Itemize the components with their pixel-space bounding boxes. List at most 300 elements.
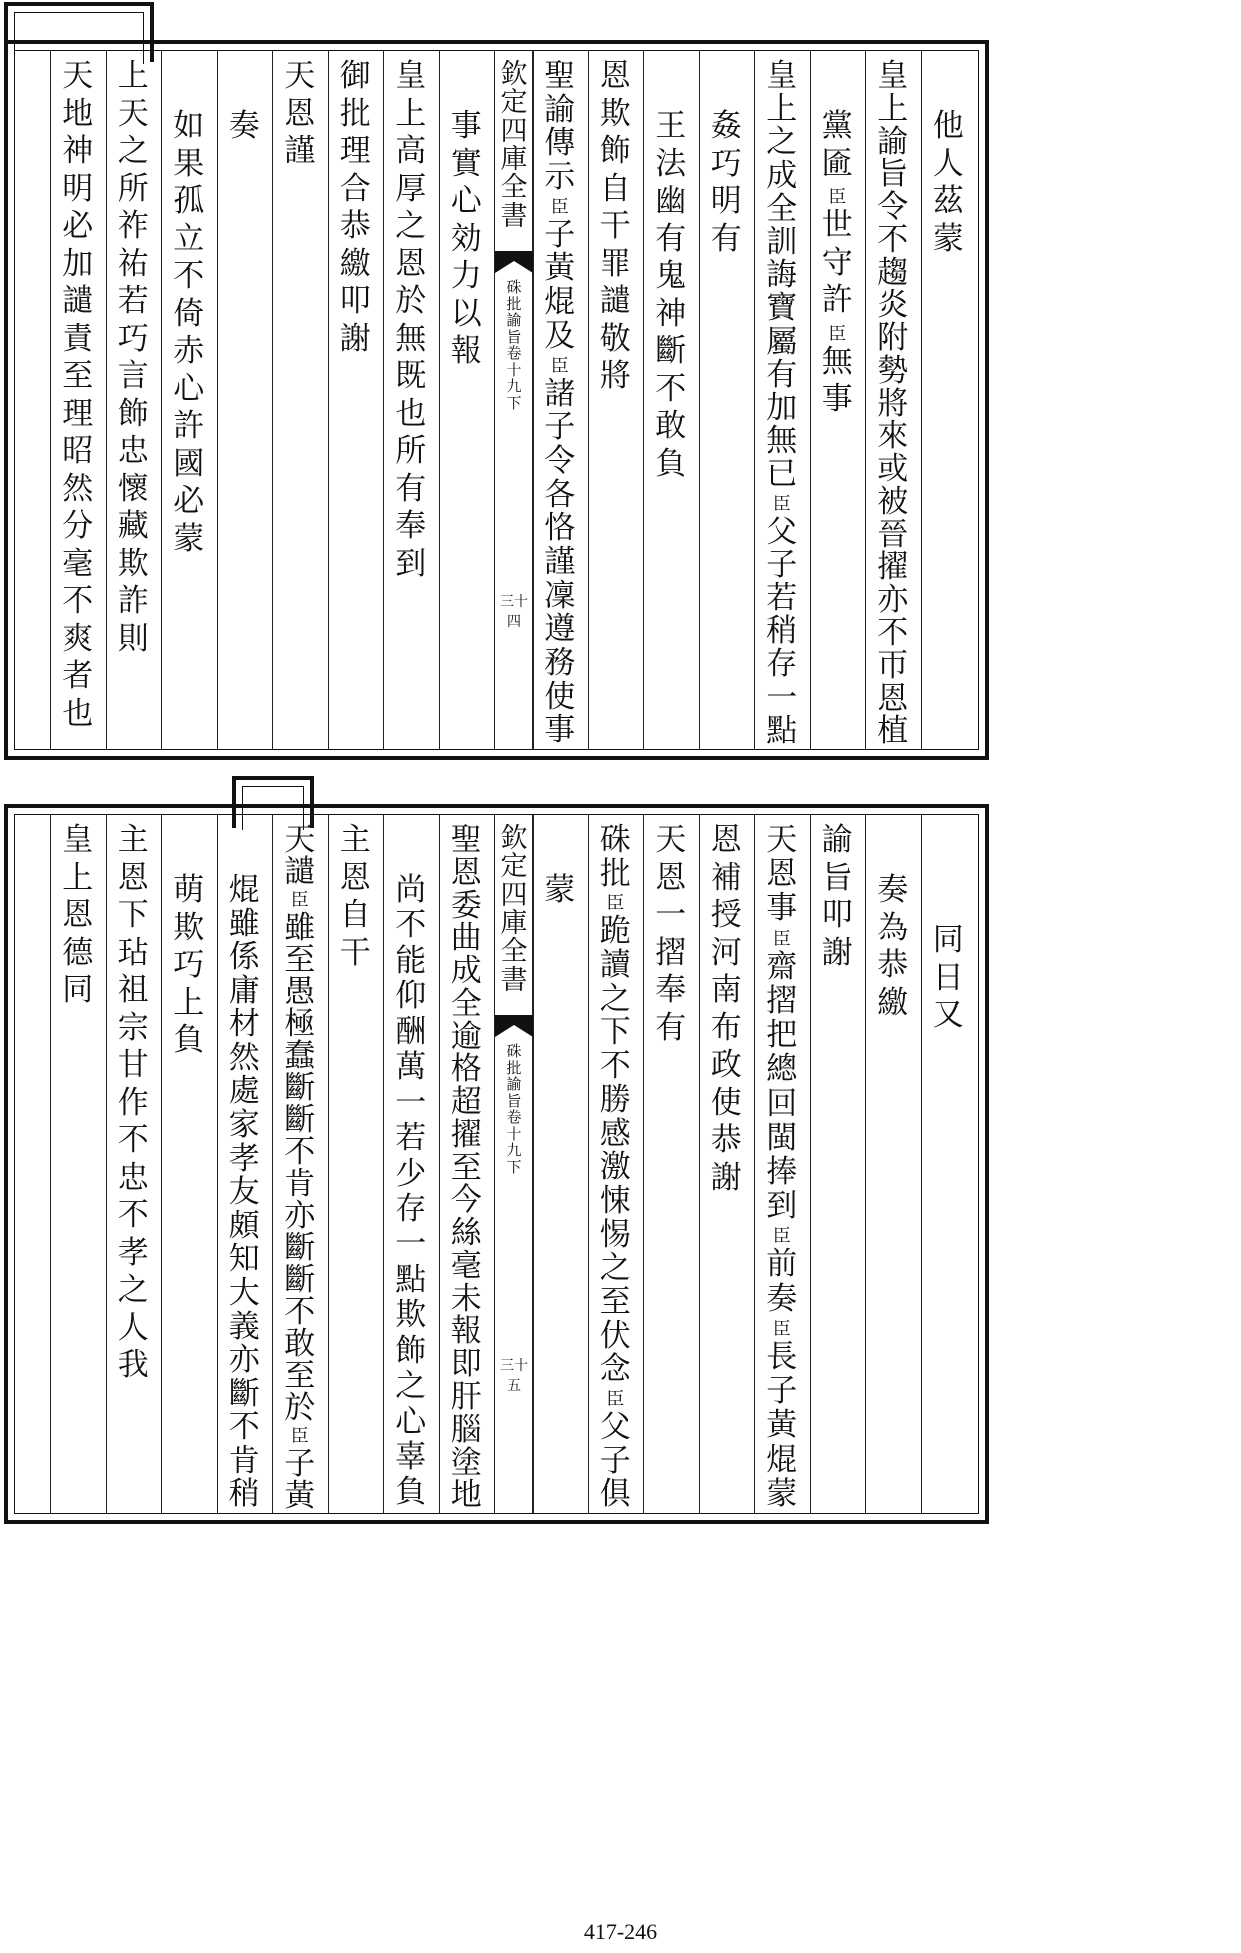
glyph: 蒙	[932, 220, 964, 257]
glyph: 許	[173, 408, 205, 444]
section-label: 硃 批 諭 旨 卷 十 九 下	[506, 1042, 522, 1176]
glyph: 不	[877, 615, 909, 652]
glyph: 毫	[450, 1247, 482, 1284]
glyph: 一	[655, 897, 687, 933]
glyph: 尚	[395, 872, 427, 908]
glyph: 干	[599, 208, 631, 244]
glyph: 不	[284, 1294, 316, 1330]
glyph: 若	[395, 1120, 427, 1157]
glyph: 巧	[173, 947, 205, 983]
column-rule	[272, 51, 273, 749]
text-column	[754, 51, 810, 749]
glyph: 奉	[655, 972, 687, 1008]
glyph: 跪	[599, 913, 631, 950]
glyph: 飾	[599, 133, 631, 169]
glyph: 人	[932, 145, 964, 182]
glyph: 以	[450, 295, 482, 332]
glyph: 格	[450, 1051, 482, 1088]
glyph: 奉	[395, 508, 427, 544]
glyph: 不	[877, 221, 909, 258]
glyph: 友	[228, 1174, 260, 1211]
glyph: 來	[877, 418, 909, 455]
glyph: 所	[117, 170, 149, 207]
glyph: 謹	[544, 543, 576, 580]
glyph: 不	[117, 1197, 149, 1233]
glyph: 逾	[450, 1018, 482, 1055]
glyph: 言	[117, 358, 149, 394]
bottom-panel-frame	[4, 804, 989, 1524]
glyph: 仰	[395, 978, 427, 1015]
glyph: 鬼	[655, 258, 687, 294]
glyph: 不	[395, 907, 427, 944]
glyph: 擢	[450, 1116, 482, 1153]
small-char-chen: 臣	[606, 893, 625, 915]
glyph: 也	[395, 395, 427, 432]
glyph: 自	[339, 897, 371, 933]
glyph: 至	[62, 358, 94, 394]
glyph: 心	[395, 1403, 427, 1440]
small-char-chen: 臣	[290, 1426, 309, 1447]
glyph: 無	[821, 343, 853, 380]
glyph: 愚	[284, 974, 316, 1010]
glyph: 點	[395, 1261, 427, 1298]
glyph: 効	[450, 220, 482, 257]
glyph: 懷	[117, 470, 149, 507]
text-column	[161, 815, 217, 1513]
glyph: 蠢	[284, 1038, 316, 1074]
glyph: 恩	[710, 822, 742, 858]
glyph: 未	[450, 1280, 482, 1317]
glyph: 高	[395, 133, 427, 169]
glyph: 即	[450, 1346, 482, 1383]
glyph: 政	[710, 1047, 742, 1083]
glyph: 人	[117, 1309, 149, 1346]
glyph: 所	[395, 433, 427, 469]
glyph: 下	[599, 1014, 631, 1051]
glyph: 欺	[599, 95, 631, 132]
glyph: 姦	[710, 108, 742, 144]
glyph: 必	[173, 483, 205, 519]
glyph: 飾	[395, 1332, 427, 1369]
glyph: 黨	[821, 108, 853, 144]
glyph: 一	[395, 1226, 427, 1263]
glyph: 於	[284, 1390, 316, 1426]
glyph: 心	[450, 183, 482, 219]
fishtail-icon	[495, 251, 533, 273]
column-rule	[50, 815, 51, 1513]
text-column	[50, 815, 106, 1513]
glyph: 忠	[117, 1159, 149, 1196]
glyph: 合	[339, 170, 371, 207]
column-rule	[865, 815, 866, 1513]
book-title: 欽 定 四 庫 全 書	[500, 823, 528, 996]
glyph: 日	[932, 959, 964, 996]
glyph: 勢	[877, 352, 909, 389]
text-column	[588, 815, 644, 1513]
glyph: 屬	[766, 323, 798, 360]
glyph: 斷	[284, 1262, 316, 1298]
glyph: 諭	[877, 123, 909, 160]
glyph: 亦	[228, 1342, 260, 1379]
glyph: 到	[395, 545, 427, 582]
small-char-chen: 臣	[828, 187, 847, 208]
glyph: 明	[62, 170, 94, 207]
glyph: 使	[710, 1084, 742, 1121]
glyph: 誨	[766, 257, 798, 294]
glyph: 回	[766, 1085, 798, 1122]
glyph: 者	[62, 658, 94, 694]
glyph: 點	[766, 712, 798, 749]
glyph: 罪	[599, 245, 631, 282]
glyph: 之	[395, 208, 427, 244]
text-column	[439, 815, 495, 1513]
text-column	[328, 815, 384, 1513]
text-column	[865, 51, 921, 749]
glyph: 稍	[766, 613, 798, 650]
text-column	[532, 51, 588, 749]
glyph: 上	[117, 58, 149, 94]
glyph: 父	[766, 513, 798, 550]
glyph: 上	[62, 859, 94, 896]
glyph: 上	[395, 95, 427, 132]
glyph: 世	[821, 207, 853, 243]
glyph: 子	[284, 1446, 316, 1482]
glyph: 赤	[173, 333, 205, 369]
column-rule	[161, 51, 162, 749]
glyph: 甘	[117, 1047, 149, 1083]
glyph: 斷	[228, 1375, 260, 1412]
glyph: 之	[395, 1368, 427, 1405]
small-char-chen: 臣	[772, 493, 791, 515]
glyph: 無	[395, 320, 427, 357]
glyph: 欺	[173, 909, 205, 946]
glyph: 訓	[766, 224, 798, 261]
section-label: 硃 批 諭 旨 卷 十 九 下	[506, 278, 522, 412]
glyph: 不	[228, 1409, 260, 1446]
glyph: 萬	[395, 1049, 427, 1086]
glyph: 皇	[62, 822, 94, 858]
glyph: 全	[766, 190, 798, 227]
glyph: 至	[599, 1283, 631, 1320]
glyph: 頗	[228, 1207, 260, 1244]
glyph: 我	[117, 1347, 149, 1383]
glyph: 恩	[339, 859, 371, 896]
glyph: 念	[599, 1351, 631, 1388]
glyph: 曲	[450, 920, 482, 957]
glyph: 毫	[62, 545, 94, 582]
glyph: 全	[450, 985, 482, 1022]
glyph: 王	[655, 108, 687, 144]
glyph: 極	[284, 1006, 316, 1042]
glyph: 肯	[228, 1442, 260, 1479]
glyph: 家	[228, 1107, 260, 1144]
glyph: 守	[821, 244, 853, 281]
glyph: 使	[544, 678, 576, 715]
glyph: 心	[173, 370, 205, 407]
glyph: 趨	[877, 254, 909, 291]
glyph: 肝	[450, 1379, 482, 1416]
glyph: 有	[395, 470, 427, 507]
glyph: 子	[766, 546, 798, 583]
glyph: 果	[173, 145, 205, 182]
glyph: 諭	[544, 91, 576, 128]
glyph: 旨	[821, 859, 853, 896]
small-char-chen: 臣	[772, 1318, 791, 1340]
text-column	[921, 51, 977, 749]
glyph: 謹	[284, 133, 316, 169]
glyph: 父	[599, 1409, 631, 1445]
glyph: 知	[228, 1241, 260, 1278]
glyph: 不	[655, 370, 687, 407]
small-char-chen: 臣	[828, 323, 847, 345]
small-char-chen: 臣	[550, 196, 569, 218]
small-char-chen: 臣	[772, 1226, 791, 1248]
glyph: 酬	[395, 1013, 427, 1050]
glyph: 不	[62, 583, 94, 619]
glyph: 忠	[117, 433, 149, 469]
glyph: 恭	[877, 947, 909, 983]
glyph: 義	[228, 1308, 260, 1345]
glyph: 斷	[284, 1102, 316, 1138]
text-column	[50, 51, 106, 749]
glyph: 已	[766, 456, 798, 493]
fishtail-icon	[495, 1015, 533, 1037]
glyph: 祖	[117, 972, 149, 1008]
glyph: 飾	[117, 395, 149, 432]
glyph: 硃	[599, 822, 631, 858]
glyph: 稍	[228, 1476, 260, 1513]
glyph: 倚	[173, 295, 205, 332]
glyph: 至	[284, 942, 316, 978]
glyph: 若	[766, 580, 798, 617]
glyph: 孝	[117, 1234, 149, 1271]
glyph: 譴	[599, 283, 631, 319]
glyph: 蒙	[766, 1475, 798, 1512]
glyph: 之	[117, 1272, 149, 1308]
glyph: 作	[117, 1084, 149, 1121]
glyph: 有	[710, 220, 742, 257]
text-column	[532, 815, 588, 1513]
glyph: 天	[284, 58, 316, 94]
glyph: 諸	[544, 375, 576, 412]
glyph: 之	[117, 133, 149, 169]
glyph: 把	[766, 1017, 798, 1054]
glyph: 事	[821, 381, 853, 417]
glyph: 聖	[544, 58, 576, 94]
text-column	[217, 51, 273, 749]
glyph: 黃	[284, 1478, 316, 1514]
glyph: 不	[284, 1134, 316, 1170]
glyph: 帀	[877, 647, 909, 684]
glyph: 捧	[766, 1153, 798, 1190]
top-panel-inner	[14, 50, 979, 750]
glyph: 必	[62, 208, 94, 244]
text-column	[643, 815, 699, 1513]
glyph: 將	[599, 358, 631, 394]
glyph: 將	[877, 385, 909, 422]
glyph: 皇	[766, 58, 798, 94]
glyph: 玷	[117, 934, 149, 971]
column-rule	[383, 51, 384, 749]
glyph: 祚	[117, 208, 149, 244]
glyph: 讀	[599, 947, 631, 984]
glyph: 斷	[284, 1070, 316, 1106]
glyph: 至	[450, 1149, 482, 1186]
glyph: 有	[766, 356, 798, 393]
glyph: 布	[710, 1009, 742, 1046]
glyph: 事	[766, 890, 798, 927]
glyph: 令	[544, 442, 576, 479]
text-column	[328, 51, 384, 749]
glyph: 如	[173, 108, 205, 144]
glyph: 地	[450, 1477, 482, 1514]
column-rule	[643, 815, 644, 1513]
glyph: 焜	[228, 872, 260, 908]
glyph: 巧	[710, 145, 742, 182]
glyph: 則	[117, 620, 149, 657]
glyph: 存	[766, 646, 798, 683]
glyph: 恭	[339, 208, 371, 244]
center-header-column	[494, 815, 534, 1513]
glyph: 譴	[62, 283, 94, 319]
glyph: 分	[62, 508, 94, 544]
glyph: 南	[710, 972, 742, 1008]
glyph: 昭	[62, 433, 94, 469]
glyph: 係	[228, 939, 260, 976]
glyph: 負	[655, 445, 687, 482]
glyph: 子	[544, 216, 576, 253]
glyph: 幽	[655, 183, 687, 219]
column-rule	[699, 51, 700, 749]
glyph: 理	[62, 395, 94, 432]
glyph: 少	[395, 1155, 427, 1192]
glyph: 焜	[766, 1441, 798, 1478]
glyph: 或	[877, 451, 909, 488]
small-char-chen: 臣	[606, 1389, 625, 1410]
glyph: 欺	[395, 1297, 427, 1334]
glyph: 材	[228, 1006, 260, 1043]
glyph: 塗	[450, 1444, 482, 1481]
glyph: 處	[228, 1073, 260, 1110]
glyph: 敢	[655, 408, 687, 444]
glyph: 地	[62, 95, 94, 132]
glyph: 恩	[450, 854, 482, 891]
glyph: 傳	[544, 125, 576, 162]
glyph: 蒙	[173, 520, 205, 557]
column-rule	[588, 815, 589, 1513]
glyph: 繳	[877, 984, 909, 1021]
glyph: 負	[173, 1022, 205, 1058]
glyph: 於	[395, 283, 427, 319]
column-rule	[921, 815, 922, 1513]
column-rule	[699, 815, 700, 1513]
glyph: 總	[766, 1051, 798, 1088]
text-column	[439, 51, 495, 749]
text-column	[699, 815, 755, 1513]
glyph: 到	[766, 1188, 798, 1225]
glyph: 同	[932, 922, 964, 958]
glyph: 報	[450, 1313, 482, 1350]
glyph: 茲	[932, 183, 964, 219]
glyph: 上	[877, 90, 909, 127]
glyph: 萌	[173, 872, 205, 908]
glyph: 御	[339, 58, 371, 94]
glyph: 恩	[599, 58, 631, 94]
text-column	[921, 815, 977, 1513]
glyph: 藏	[117, 508, 149, 544]
glyph: 天	[62, 58, 94, 94]
column-rule	[921, 51, 922, 749]
glyph: 叩	[821, 897, 853, 933]
column-rule	[272, 815, 273, 1513]
glyph: 若	[117, 283, 149, 319]
glyph: 肯	[284, 1166, 316, 1202]
glyph: 恩	[284, 95, 316, 132]
glyph: 恩	[62, 897, 94, 933]
text-column	[588, 51, 644, 749]
glyph: 至	[284, 1358, 316, 1394]
glyph: 叩	[339, 283, 371, 319]
glyph: 力	[450, 258, 482, 294]
small-char-chen: 臣	[290, 890, 309, 911]
small-char-chen: 臣	[772, 928, 791, 950]
glyph: 激	[599, 1149, 631, 1186]
text-column	[106, 51, 162, 749]
glyph: 繳	[339, 245, 371, 282]
glyph: 無	[766, 423, 798, 460]
text-column	[272, 815, 328, 1513]
glyph: 皇	[395, 58, 427, 94]
text-column	[810, 815, 866, 1513]
glyph: 神	[62, 133, 94, 169]
glyph: 上	[766, 91, 798, 128]
glyph: 謝	[821, 934, 853, 971]
text-column	[699, 51, 755, 749]
glyph: 存	[395, 1190, 427, 1227]
glyph: 奏	[766, 1280, 798, 1317]
glyph: 成	[450, 953, 482, 990]
column-rule	[588, 51, 589, 749]
glyph: 責	[62, 320, 94, 357]
column-rule	[754, 51, 755, 749]
glyph: 閩	[766, 1119, 798, 1156]
glyph: 亦	[877, 582, 909, 619]
glyph: 神	[655, 295, 687, 332]
glyph: 然	[62, 470, 94, 507]
glyph: 立	[173, 220, 205, 257]
glyph: 焜	[544, 284, 576, 321]
glyph: 有	[655, 1009, 687, 1046]
glyph: 批	[339, 95, 371, 132]
glyph: 敬	[599, 320, 631, 357]
glyph: 主	[339, 822, 371, 858]
glyph: 遵	[544, 611, 576, 648]
glyph: 之	[599, 1250, 631, 1287]
leaf-number: 三十四	[500, 594, 528, 630]
glyph: 不	[173, 258, 205, 294]
glyph: 一	[766, 679, 798, 716]
column-rule	[50, 51, 51, 749]
bottom-panel-inner	[14, 814, 979, 1514]
glyph: 實	[450, 145, 482, 182]
column-rule	[754, 815, 755, 1513]
glyph: 一	[395, 1084, 427, 1121]
glyph: 恩	[655, 859, 687, 896]
glyph: 又	[932, 997, 964, 1033]
glyph: 絲	[450, 1215, 482, 1252]
column-rule	[810, 815, 811, 1513]
glyph: 植	[877, 713, 909, 750]
